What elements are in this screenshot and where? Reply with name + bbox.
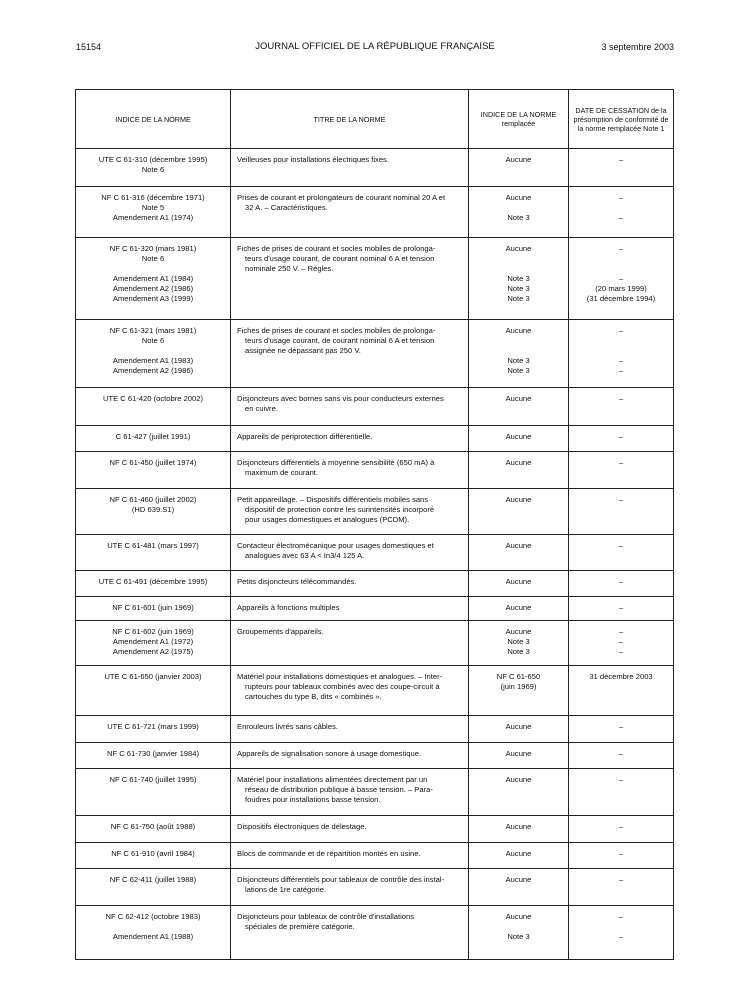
cell-line (472, 264, 565, 274)
cell-line (572, 922, 670, 932)
cell-line (79, 922, 227, 932)
cell-remplacee (469, 320, 569, 388)
cell-line: – (618, 875, 624, 884)
table-row (76, 769, 674, 816)
cell-line: rupteurs pour tableaux combinés avec des coupe-circuit à (245, 682, 440, 691)
cell-line: UTE C 61-310 (décembre 1995) (98, 155, 208, 164)
cell-line: assignée ne dépassant pas 250 V. (245, 346, 361, 355)
cell-titre (231, 621, 469, 666)
cell-cessation (569, 769, 674, 816)
cell-line: Dispositifs électroniques de délestage. (237, 822, 367, 831)
table-row (76, 452, 674, 489)
col-header-cessation: DATE DE CESSATION de la présomption de conformité de la norme remplacée Note 1 (569, 90, 674, 149)
cell-cessation (569, 816, 674, 843)
cell-line: Aucune (505, 155, 532, 164)
cell-line (572, 203, 670, 213)
cell-line: nominale 250 V. – Règles. (245, 264, 334, 273)
cell-cessation (569, 535, 674, 571)
table-row (76, 597, 674, 621)
cell-line: Aucune (505, 244, 532, 253)
cell-line: – (618, 155, 624, 164)
cell-cessation (569, 238, 674, 320)
cell-line: UTE C 61-420 (octobre 2002) (102, 394, 204, 403)
cell-line: Note 3 (507, 647, 530, 656)
cell-remplacee (469, 149, 569, 187)
cell-line: Prises de courant et prolongateurs de courant nominal 20 A et (237, 193, 446, 202)
cell-line: – (618, 326, 624, 335)
cell-remplacee (469, 452, 569, 489)
cell-line: Amendement A1 (1972) (112, 637, 194, 646)
table-row (76, 535, 674, 571)
table-header-row (76, 90, 674, 149)
cell-titre (231, 816, 469, 843)
cell-line: Aucune (505, 912, 532, 921)
cell-line (572, 336, 670, 346)
cell-line: NF C 61-650 (496, 672, 541, 681)
cell-line: – (618, 495, 624, 504)
cell-remplacee (469, 816, 569, 843)
cell-line (472, 203, 565, 213)
page-number: 15154 (76, 42, 102, 52)
cell-line: (juin 1969) (500, 682, 537, 691)
cell-indice (76, 666, 231, 716)
cell-titre (231, 843, 469, 869)
cell-indice (76, 388, 231, 426)
cell-line: Amendement A1 (1988) (112, 932, 194, 941)
table-row (76, 666, 674, 716)
cell-line: Amendement A1 (1984) (112, 274, 194, 283)
cell-indice (76, 489, 231, 535)
cell-line: – (618, 541, 624, 550)
cell-line: Note 3 (507, 284, 530, 293)
cell-line: dispositif de protection contre les surintensités incorporé (245, 505, 435, 514)
cell-line: teurs d'usage courant, de courant nominal 6 A et tension (245, 254, 435, 263)
cell-line (572, 264, 670, 274)
cell-line (572, 254, 670, 264)
cell-line (79, 346, 227, 356)
cell-line: Aucune (505, 326, 532, 335)
cell-remplacee (469, 769, 569, 816)
cell-line: lations de 1re catégorie. (245, 885, 327, 894)
cell-line: – (618, 647, 624, 656)
cell-line: NF C 61-316 (décembre 1971) (101, 193, 205, 202)
cell-line: Amendement A2 (1986) (112, 366, 194, 375)
cell-line: maximum de courant. (245, 468, 319, 477)
cell-line: – (618, 432, 624, 441)
journal-title: JOURNAL OFFICIEL DE LA RÉPUBLIQUE FRANÇAISE (255, 41, 495, 52)
cell-line: Appareils à fonctions multiples (237, 603, 340, 612)
cell-line: Note 6 (141, 165, 165, 174)
cell-cessation (569, 149, 674, 187)
cell-line: – (618, 932, 624, 941)
cell-line: Aucune (505, 541, 532, 550)
cell-cessation (569, 869, 674, 906)
cell-line: cartouches du type B, dits « combinés ». (245, 692, 382, 701)
cell-line: Aucune (505, 458, 532, 467)
table-row (76, 238, 674, 320)
cell-line: – (618, 274, 624, 283)
cell-line: Note 3 (507, 366, 530, 375)
cell-remplacee (469, 666, 569, 716)
table-row (76, 388, 674, 426)
cell-indice (76, 906, 231, 960)
cell-line (79, 264, 227, 274)
cell-indice (76, 571, 231, 597)
cell-line: Fiches de prises de courant et socles mobiles de prolonga- (237, 244, 436, 253)
cell-line: Aucune (505, 577, 532, 586)
cell-remplacee (469, 843, 569, 869)
cell-line: UTE C 61-491 (décembre 1995) (98, 577, 208, 586)
cell-cessation (569, 843, 674, 869)
cell-line: 31 décembre 2003 (589, 672, 653, 681)
cell-titre (231, 906, 469, 960)
cell-remplacee (469, 597, 569, 621)
cell-line: – (618, 603, 624, 612)
cell-indice (76, 869, 231, 906)
cell-cessation (569, 452, 674, 489)
cell-titre (231, 452, 469, 489)
cell-remplacee (469, 489, 569, 535)
cell-line: Aucune (505, 749, 532, 758)
cell-line: réseau de distribution publique à basse tension. – Para- (245, 785, 433, 794)
cell-titre (231, 535, 469, 571)
cell-remplacee (469, 743, 569, 769)
cell-line: Groupements d'appareils. (237, 627, 324, 636)
cell-line: Disjoncteurs différentiels à moyenne sensibilité (650 mA) à (237, 458, 435, 467)
cell-line: Matériel pour installations domestiques et analogues. – Inter- (237, 672, 443, 681)
table-row (76, 906, 674, 960)
cell-line: Note 5 (141, 203, 165, 212)
cell-indice (76, 149, 231, 187)
table-row (76, 869, 674, 906)
cell-remplacee (469, 535, 569, 571)
cell-indice (76, 187, 231, 238)
cell-titre (231, 426, 469, 452)
cell-line: NF C 61-460 (juillet 2002) (109, 495, 197, 504)
cell-cessation (569, 743, 674, 769)
cell-line: Note 3 (507, 294, 530, 303)
cell-indice (76, 426, 231, 452)
cell-line: – (618, 637, 624, 646)
cell-line: pour usages domestiques et analogues (PCDM). (245, 515, 410, 524)
cell-cessation (569, 320, 674, 388)
cell-remplacee (469, 187, 569, 238)
table-row (76, 843, 674, 869)
norms-table (75, 89, 674, 960)
cell-line: UTE C 61-721 (mars 1999) (107, 722, 199, 731)
cell-line: – (618, 822, 624, 831)
page-header (76, 40, 674, 54)
col-header-titre: TITRE DE LA NORME (231, 90, 469, 149)
cell-remplacee (469, 238, 569, 320)
cell-line: Amendement A2 (1986) (112, 284, 194, 293)
cell-line: NF C 61-450 (juillet 1974) (109, 458, 197, 467)
cell-cessation (569, 187, 674, 238)
cell-line: – (618, 627, 624, 636)
cell-line: Aucune (505, 432, 532, 441)
cell-indice (76, 816, 231, 843)
table-body (76, 149, 674, 960)
table-row (76, 187, 674, 238)
cell-line: analogues avec 63 A < In3/4 125 A. (245, 551, 365, 560)
cell-line: Enrouleurs livrés sans câbles. (237, 722, 338, 731)
cell-line (472, 336, 565, 346)
cell-cessation (569, 716, 674, 743)
cell-line: NF C 61-730 (janvier 1984) (106, 749, 199, 758)
cell-line: – (618, 366, 624, 375)
cell-line: Amendement A1 (1983) (112, 356, 194, 365)
cell-cessation (569, 426, 674, 452)
cell-line: NF C 62-411 (juillet 1988) (109, 875, 197, 884)
cell-cessation (569, 906, 674, 960)
cell-titre (231, 238, 469, 320)
cell-line (472, 346, 565, 356)
cell-titre (231, 743, 469, 769)
cell-line: Disjoncteurs avec bornes sans vis pour conducteurs externes (237, 394, 444, 403)
cell-line: Amendement A1 (1974) (112, 213, 194, 222)
cell-line: Blocs de commande et de répartition montés en usine. (237, 849, 421, 858)
cell-line: Aucune (505, 722, 532, 731)
cell-line: – (618, 722, 624, 731)
cell-line: teurs d'usage courant, de courant nominal 6 A et tension (245, 336, 435, 345)
table-row (76, 816, 674, 843)
cell-line: C 61-427 (juillet 1991) (115, 432, 191, 441)
table-row (76, 621, 674, 666)
cell-line (572, 346, 670, 356)
cell-line: Aucune (505, 775, 532, 784)
cell-line: – (618, 244, 624, 253)
cell-line: foudres pour installations basse tension. (245, 795, 381, 804)
cell-line: NF C 61-910 (avril 1984) (111, 849, 195, 858)
cell-indice (76, 597, 231, 621)
cell-indice (76, 238, 231, 320)
cell-titre (231, 571, 469, 597)
cell-indice (76, 320, 231, 388)
cell-line: – (618, 193, 624, 202)
cell-remplacee (469, 621, 569, 666)
cell-line: – (618, 577, 624, 586)
cell-line: Aucune (505, 394, 532, 403)
cell-line (472, 254, 565, 264)
cell-line: – (618, 849, 624, 858)
cell-line: NF C 61-320 (mars 1981) (109, 244, 197, 253)
cell-indice (76, 452, 231, 489)
cell-line: Aucune (505, 603, 532, 612)
cell-titre (231, 769, 469, 816)
publication-date: 3 septembre 2003 (601, 42, 674, 52)
cell-line: – (618, 912, 624, 921)
cell-line: (20 mars 1999) (595, 284, 647, 293)
cell-indice (76, 535, 231, 571)
cell-line: Aucune (505, 193, 532, 202)
cell-titre (231, 597, 469, 621)
cell-line: – (618, 775, 624, 784)
cell-cessation (569, 597, 674, 621)
cell-remplacee (469, 388, 569, 426)
cell-line: NF C 62-412 (octobre 1983) (105, 912, 201, 921)
cell-line: – (618, 458, 624, 467)
cell-titre (231, 716, 469, 743)
cell-line: NF C 61-321 (mars 1981) (109, 326, 197, 335)
table-row (76, 571, 674, 597)
cell-line: (HD 639.S1) (131, 505, 175, 514)
cell-line: NF C 61-740 (juillet 1995) (109, 775, 197, 784)
cell-indice (76, 743, 231, 769)
cell-line: Petits disjoncteurs télécommandés. (237, 577, 357, 586)
cell-line (472, 922, 565, 932)
cell-remplacee (469, 869, 569, 906)
table-row (76, 743, 674, 769)
cell-titre (231, 320, 469, 388)
cell-cessation (569, 666, 674, 716)
cell-line: Note 6 (141, 336, 165, 345)
col-header-remplacee: INDICE DE LA NORME remplacée (469, 90, 569, 149)
cell-line: spéciales de première catégorie. (245, 922, 355, 931)
cell-titre (231, 489, 469, 535)
cell-line: Appareils de périprotection différentielle. (237, 432, 373, 441)
cell-indice (76, 843, 231, 869)
cell-cessation (569, 571, 674, 597)
cell-line: Amendement A2 (1975) (112, 647, 194, 656)
cell-line: Disjoncteurs pour tableaux de contrôle d'installations (237, 912, 415, 921)
cell-line: – (618, 213, 624, 222)
cell-line: Note 3 (507, 356, 530, 365)
cell-titre (231, 187, 469, 238)
cell-line: Matériel pour installations alimentées directement par un (237, 775, 428, 784)
table-row (76, 716, 674, 743)
cell-titre (231, 666, 469, 716)
table-row (76, 320, 674, 388)
cell-line: Aucune (505, 822, 532, 831)
cell-line: Veilleuses pour installations électriques fixes. (237, 155, 389, 164)
cell-line: Note 3 (507, 213, 530, 222)
cell-titre (231, 388, 469, 426)
cell-indice (76, 769, 231, 816)
cell-titre (231, 149, 469, 187)
cell-cessation (569, 621, 674, 666)
cell-line: Disjoncteurs différentiels pour tableaux de contrôle des instal- (237, 875, 445, 884)
col-header-indice: INDICE DE LA NORME (76, 90, 231, 149)
cell-line: (31 décembre 1994) (586, 294, 656, 303)
cell-line: en cuivre. (245, 404, 278, 413)
cell-line: Note 3 (507, 932, 530, 941)
cell-line: – (618, 749, 624, 758)
cell-line: Aucune (505, 849, 532, 858)
cell-line: Contacteur électromécanique pour usages domestiques et (237, 541, 434, 550)
cell-line: NF C 61-601 (juin 1969) (112, 603, 194, 612)
cell-line: UTE C 61-481 (mars 1997) (107, 541, 199, 550)
cell-line: Appareils de signalisation sonore à usage domestique. (237, 749, 422, 758)
cell-remplacee (469, 716, 569, 743)
cell-remplacee (469, 906, 569, 960)
cell-line: NF C 61-602 (juin 1969) (112, 627, 194, 636)
cell-line: UTE C 61-650 (janvier 2003) (104, 672, 202, 681)
cell-line: Aucune (505, 627, 532, 636)
cell-line: 32 A. – Caractéristiques. (245, 203, 328, 212)
cell-line: Aucune (505, 495, 532, 504)
cell-line: – (618, 356, 624, 365)
cell-indice (76, 716, 231, 743)
cell-line: Note 3 (507, 637, 530, 646)
cell-line: Note 3 (507, 274, 530, 283)
cell-line: Fiches de prises de courant et socles mobiles de prolonga- (237, 326, 436, 335)
cell-line: Petit appareillage. – Dispositifs différentiels mobiles sans (237, 495, 429, 504)
table-row (76, 489, 674, 535)
cell-remplacee (469, 571, 569, 597)
cell-indice (76, 621, 231, 666)
cell-titre (231, 869, 469, 906)
cell-line: Amendement A3 (1999) (112, 294, 194, 303)
cell-cessation (569, 388, 674, 426)
cell-remplacee (469, 426, 569, 452)
cell-cessation (569, 489, 674, 535)
cell-line: – (618, 394, 624, 403)
table-row (76, 426, 674, 452)
table-row (76, 149, 674, 187)
cell-line: NF C 61-750 (août 1988) (110, 822, 196, 831)
cell-line: Aucune (505, 875, 532, 884)
cell-line: Note 6 (141, 254, 165, 263)
